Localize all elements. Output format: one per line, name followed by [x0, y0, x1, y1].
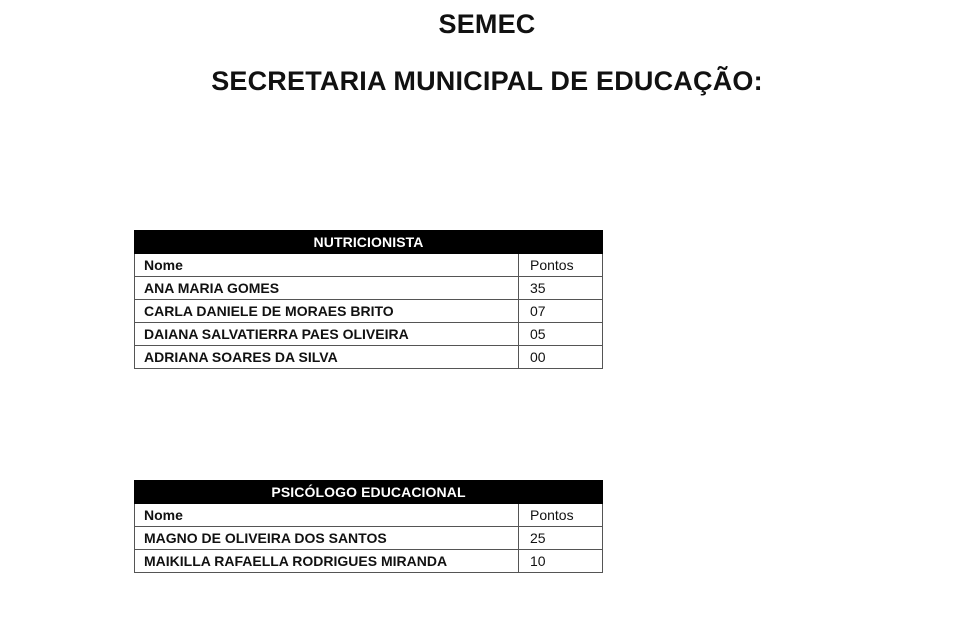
column-header-name: Nome: [135, 254, 519, 277]
candidate-points: 00: [519, 346, 603, 369]
table-title: PSICÓLOGO EDUCACIONAL: [135, 481, 603, 504]
column-header-row: [135, 254, 603, 277]
candidate-points: 25: [519, 527, 603, 550]
table-row: [135, 346, 603, 369]
column-header-row: [135, 504, 603, 527]
candidate-name: MAGNO DE OLIVEIRA DOS SANTOS: [135, 527, 519, 550]
psicologo-educacional-table: [134, 480, 603, 573]
table-row: [135, 277, 603, 300]
column-header-points: Pontos: [519, 254, 603, 277]
candidate-name: ADRIANA SOARES DA SILVA: [135, 346, 519, 369]
nutricionista-table: [134, 230, 603, 369]
candidate-name: DAIANA SALVATIERRA PAES OLIVEIRA: [135, 323, 519, 346]
table-row: [135, 527, 603, 550]
table-row: [135, 323, 603, 346]
page-subtitle: SECRETARIA MUNICIPAL DE EDUCAÇÃO:: [211, 66, 763, 96]
candidate-points: 05: [519, 323, 603, 346]
candidate-points: 10: [519, 550, 603, 573]
candidate-name: MAIKILLA RAFAELLA RODRIGUES MIRANDA: [135, 550, 519, 573]
candidate-name: ANA MARIA GOMES: [135, 277, 519, 300]
table-row: [135, 300, 603, 323]
candidate-name: CARLA DANIELE DE MORAES BRITO: [135, 300, 519, 323]
page-title: SEMEC: [438, 9, 536, 39]
column-header-name: Nome: [135, 504, 519, 527]
table-row: [135, 550, 603, 573]
candidate-points: 07: [519, 300, 603, 323]
candidate-points: 35: [519, 277, 603, 300]
column-header-points: Pontos: [519, 504, 603, 527]
table-title: NUTRICIONISTA: [135, 231, 603, 254]
